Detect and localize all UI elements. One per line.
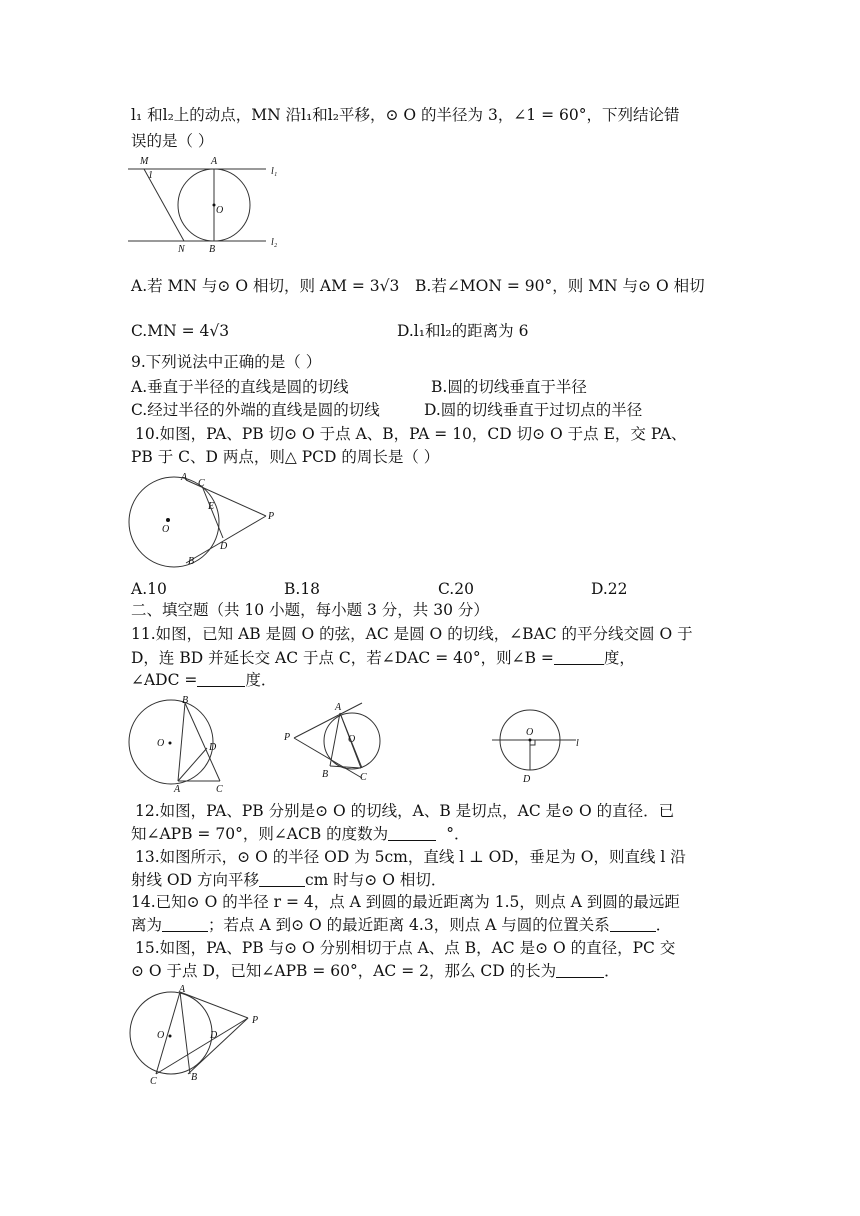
q13-blank[interactable] [259, 872, 305, 887]
q12-blank[interactable] [388, 826, 436, 841]
q8-option-c: C.MN = 4√3 [131, 322, 230, 340]
q8-figure [128, 154, 288, 254]
q8-label-a: A [211, 156, 218, 167]
q13-label-o: O [526, 727, 534, 738]
q10-option-c: C.20 [438, 580, 474, 598]
section2-title: 二、填空题（共 10 小题，每小题 3 分，共 30 分） [131, 601, 489, 619]
q11-label-c: C [216, 784, 223, 795]
q11-label-d: D [209, 742, 217, 753]
q15-figure [128, 986, 268, 1086]
q12-label-b: B [322, 769, 329, 780]
q13-line1: 13.如图所示，⊙ O 的半径 OD 为 5cm，直线 l ⊥ OD，垂足为 O，则直线 l 沿 [135, 848, 686, 866]
q15-label-p: P [252, 1015, 259, 1026]
q11-label-o: O [157, 738, 165, 749]
q10-label-c: C [198, 478, 205, 489]
q13-line2: 射线 OD 方向平移 cm 时与⊙ O 相切． [131, 871, 447, 889]
q10-label-d: D [220, 541, 228, 552]
q15-label-d: D [210, 1030, 218, 1041]
q8-label-b: B [209, 244, 216, 255]
q12-label-p: P [284, 732, 291, 743]
q8-option-d: D.l₁和l₂的距离为 6 [397, 322, 529, 340]
q12-figure [282, 698, 392, 788]
q14-line1: 14.已知⊙ O 的半径 r = 4，点 A 到圆的最近距离为 1.5，则点 A 到圆的最远距 [131, 893, 680, 911]
q9-option-c: C.经过半径的外端的直线是圆的切线 [131, 401, 380, 419]
q11-figure [128, 696, 238, 796]
q8-option-a: A.若 MN 与⊙ O 相切，则 AM = 3√3 [131, 277, 400, 295]
q11-label-a: A [174, 784, 181, 795]
q10-label-p: P [268, 511, 275, 522]
q10-option-a: A.10 [131, 580, 167, 598]
q15-line2: ⊙ O 于点 D，已知∠APB = 60°，AC = 2，那么 CD 的长为 ． [131, 962, 620, 980]
q11-label-b: B [182, 695, 189, 706]
q14-line2: 离为 ；若点 A 到⊙ O 的最近距离 4.3，则点 A 与圆的位置关系 ． [131, 916, 672, 934]
q10-option-b: B.18 [284, 580, 321, 598]
q10-label-e: E [208, 501, 215, 512]
q8-label-o: O [216, 205, 224, 216]
q9-option-a: A.垂直于半径的直线是圆的切线 [131, 378, 349, 396]
q11-blank-b[interactable] [554, 650, 604, 665]
q15-label-b: B [191, 1072, 198, 1083]
q8-stem-line2: 误的是（ ） [131, 132, 214, 150]
q14-blank-far[interactable] [162, 917, 208, 932]
q10-label-a: A [181, 472, 188, 483]
q9-option-b: B.圆的切线垂直于半径 [431, 378, 587, 396]
q15-label-o: O [157, 1030, 165, 1041]
q13-label-d: D [523, 774, 531, 785]
q12-label-a: A [335, 702, 342, 713]
q11-line1: 11.如图，已知 AB 是圆 O 的弦，AC 是圆 O 的切线，∠BAC 的平分线交圆 O 于 [131, 625, 693, 643]
q11-blank-adc[interactable] [197, 672, 245, 687]
q9-stem: 9.下列说法中正确的是（ ） [131, 353, 322, 371]
q12-line2: 知∠APB = 70°，则∠ACB 的度数为 °． [131, 825, 470, 843]
q8-label-m: M [140, 156, 149, 167]
q8-label-l1: l₁ [271, 166, 278, 177]
q15-label-c: C [150, 1076, 157, 1087]
q11-line3: ∠ADC = 度． [131, 671, 277, 689]
q13-label-l: l [576, 738, 579, 749]
q8-label-n: N [178, 244, 185, 255]
q12-label-o: O [348, 734, 356, 745]
q10-figure [128, 472, 278, 572]
q15-label-a: A [179, 984, 186, 995]
q14-blank-position[interactable] [610, 917, 656, 932]
q9-option-d: D.圆的切线垂直于过切点的半径 [424, 401, 643, 419]
q8-label-l2: l₂ [271, 237, 278, 248]
q13-figure [490, 702, 590, 792]
q11-line2: D，连 BD 并延长交 AC 于点 C，若∠DAC = 40°，则∠B = 度， [131, 649, 635, 667]
q12-line1: 12.如图，PA、PB 分别是⊙ O 的切线，A、B 是切点，AC 是⊙ O 的直径．已 [135, 802, 675, 820]
q10-label-o: O [162, 524, 170, 535]
q15-line1: 15.如图，PA、PB 与⊙ O 分别相切于点 A、点 B，AC 是⊙ O 的直径，PC 交 [135, 939, 676, 957]
q10-option-d: D.22 [591, 580, 628, 598]
q8-option-b: B.若∠MON = 90°，则 MN 与⊙ O 相切 [415, 277, 705, 295]
q8-label-angle1: 1 [148, 170, 153, 181]
q10-stem-line2: PB 于 C、D 两点，则△ PCD 的周长是（ ） [131, 448, 440, 466]
q8-stem-line1: l₁ 和l₂上的动点，MN 沿l₁和l₂平移，⊙ O 的半径为 3，∠1 = 60°，下列结论错 [131, 106, 680, 124]
q10-stem-line1: 10.如图，PA、PB 切⊙ O 于点 A、B，PA = 10，CD 切⊙ O 于点 E，交 PA、 [135, 425, 687, 443]
q12-label-c: C [360, 772, 367, 783]
q10-label-b: B [188, 556, 195, 567]
q15-blank[interactable] [556, 963, 604, 978]
